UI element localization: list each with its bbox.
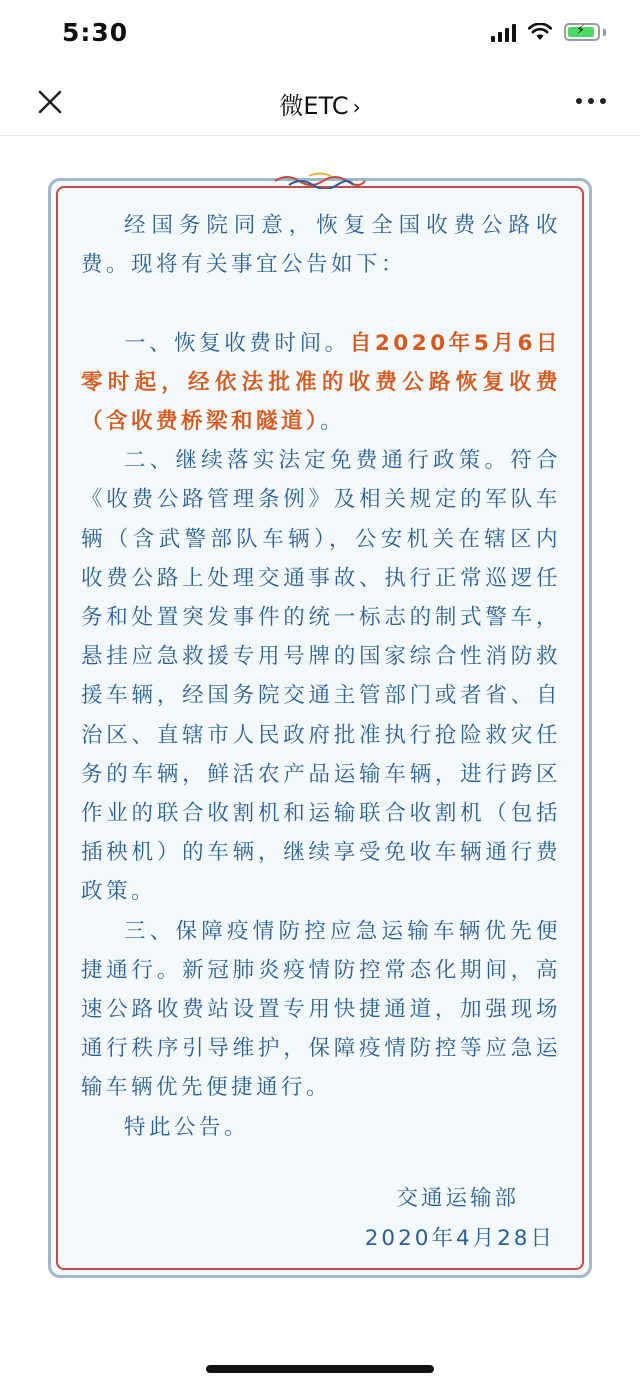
battery-tip <box>603 29 606 36</box>
more-icon[interactable] <box>576 98 606 104</box>
notice-item-2: 二、继续落实法定免费通行政策。符合《收费公路管理条例》及相关规定的军队车辆（含武警部队车辆），公安机关在辖区内收费公路上处理交通事故、执行正常巡逻任务和处置突发事件的统一标志的制式警车，悬挂应急救援专用号牌的国家综合性消防救援车辆，经国务院交通主管部门或者省、自治区、直辖市人民政府批准执行抢险救灾任务的车辆，鲜活农产品运输车辆，进行跨区作业的联合收割机和运输联合收割机（包括插秧机）的车辆，继续享受免收车辆通行费政策。 <box>81 448 561 905</box>
notice-item-1-suffix: 。 <box>320 409 346 434</box>
notice-item-1-highlight: 自2020年5月6日零时起，经依法批准的收费公路恢复收费（含收费桥梁和隧道） <box>81 330 561 434</box>
status-time: 5:30 <box>62 18 129 47</box>
nav-title[interactable] <box>0 86 640 121</box>
cellular-signal-icon <box>491 22 516 42</box>
notice-issuer: 交通运输部 <box>396 1186 519 1211</box>
chevron-right-icon: › <box>352 95 361 119</box>
notice-item-1-prefix: 一、恢复收费时间。 <box>124 330 350 356</box>
battery-icon: ⚡ <box>564 23 600 41</box>
status-icons <box>491 22 606 42</box>
notice-item-3: 三、保障疫情防控应急运输车辆优先便捷通行。新冠肺炎疫情防控常态化期间，高速公路收费站设置专用快捷通道，加强现场通行秩序引导维护，保障疫情防控等应急运输车辆优先便捷通行。 <box>81 918 561 1101</box>
notice-card <box>48 178 592 1278</box>
notice-body <box>81 206 561 1147</box>
notice-item-1 <box>81 324 561 442</box>
wifi-icon <box>528 23 552 41</box>
notice-closing: 特此公告。 <box>124 1114 250 1140</box>
nav-title-text: 微ETC <box>279 92 349 120</box>
notice-intro: 经国务院同意，恢复全国收费公路收费。现将有关事宜公告如下： <box>81 213 561 278</box>
status-bar <box>0 0 640 68</box>
wave-ornament-icon <box>273 171 367 189</box>
home-indicator[interactable] <box>206 1365 434 1373</box>
nav-bar <box>0 68 640 136</box>
notice-date: 2020年4月28日 <box>364 1226 555 1251</box>
